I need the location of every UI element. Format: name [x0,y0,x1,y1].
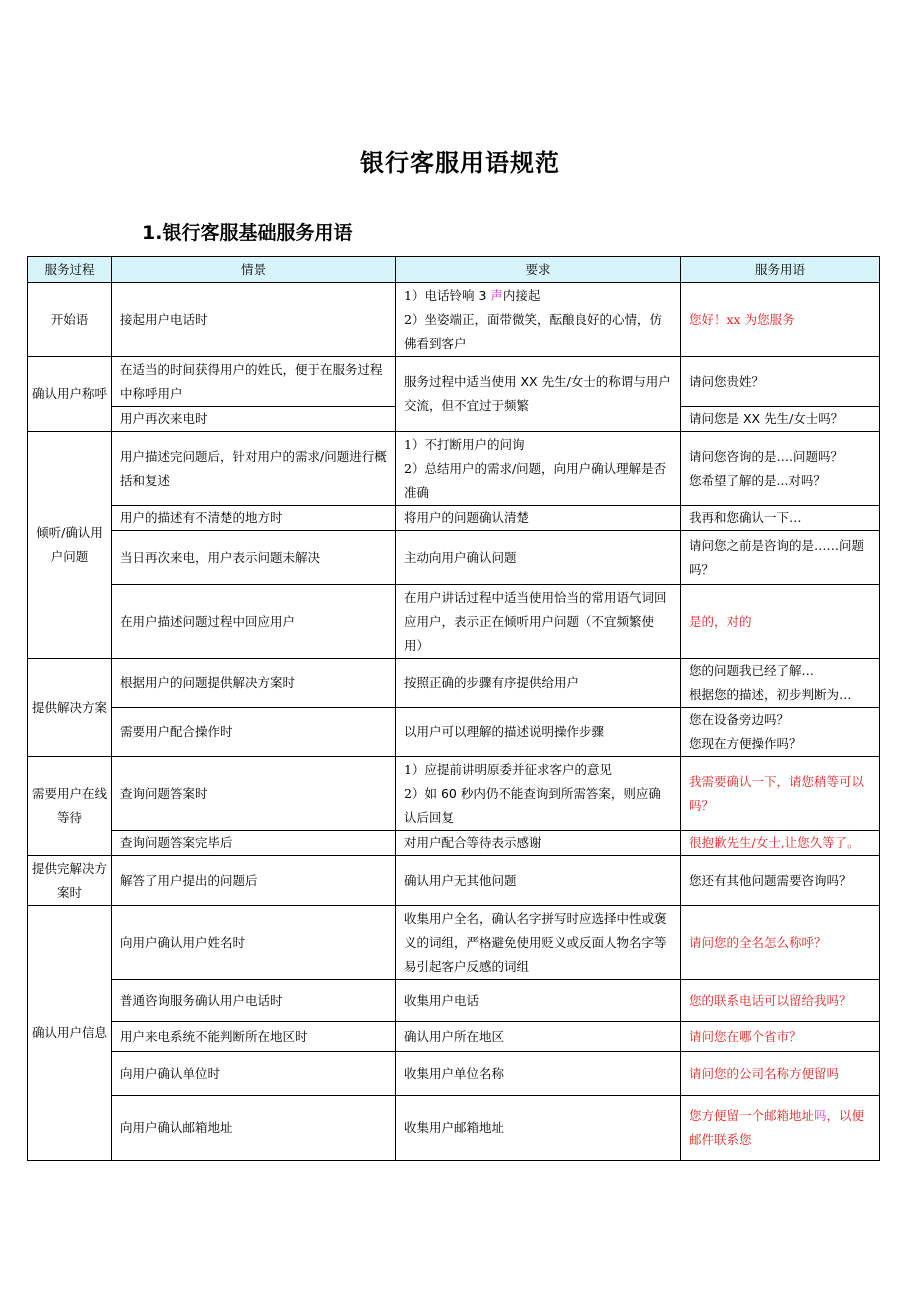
requirement-cell: 主动向用户确认问题 [396,531,681,585]
table-row [28,1022,880,1052]
phrase-cell [681,1096,880,1161]
scene-cell: 用户描述完问题后，针对用户的需求/问题进行概括和复述 [112,432,396,506]
phrase-text: 为您服务 [744,311,795,327]
table-row [28,708,880,757]
table-row [28,906,880,980]
requirement-cell [396,283,681,357]
page-title: 银行客服用语规范 [360,149,560,177]
scene-cell: 查询问题答案时 [112,757,396,831]
requirement-cell: 1）不打断用户的问询 2）总结用户的需求/问题，向用户确认理解是否准确 [396,432,681,506]
req-highlight: 声 [486,287,503,303]
req-text: 1）电话铃响 [404,287,479,303]
scene-cell: 向用户确认邮箱地址 [112,1096,396,1161]
scene-cell: 根据用户的问题提供解决方案时 [112,659,396,708]
header-requirement: 要求 [396,257,681,283]
phrase-cell: 您在设备旁边吗？ 您现在方便操作吗？ [681,708,880,757]
requirement-cell: 将用户的问题确认清楚 [396,506,681,531]
requirement-cell: 收集用户全名，确认名字拼写时应选择中性或褒义的词组，严格避免使用贬义或反面人物名字等易引起客户反感的词组 [396,906,681,980]
scene-cell: 在用户描述问题过程中回应用户 [112,585,396,659]
table-row [28,1096,880,1161]
requirement-cell: 收集用户单位名称 [396,1052,681,1096]
scene-cell: 用户的描述有不清楚的地方时 [112,506,396,531]
req-text: 2）如 [404,785,441,801]
phrase-cell: 请问您贵姓？ [681,357,880,407]
scene-cell: 接起用户电话时 [112,283,396,357]
phrase-text: 先生/女士吗？ [760,411,844,426]
phrase-cell: 是的，对的 [681,585,880,659]
section-title: 1.银行客服基础服务用语 [142,222,353,244]
scene-cell: 在适当的时间获得用户的姓氏，便于在服务过程中称呼用户 [112,357,396,407]
phrase-cell: 请问您咨询的是….问题吗？ 您希望了解的是...对吗？ [681,432,880,506]
req-text: 先生/女士的称谓与用户交流，但不宜过于频繁 [404,374,671,413]
phrase-cell: 请问您的全名怎么称呼？ [681,906,880,980]
phrase-cell [681,283,880,357]
phrase-cell: 我再和您确认一下… [681,506,880,531]
phrase-text: 请问您是 [689,411,743,426]
table-row [28,980,880,1022]
requirement-cell [396,757,681,831]
requirement-cell: 收集用户电话 [396,980,681,1022]
phrase-highlight: 吗 [814,1108,827,1123]
req-text: 2）坐姿端正，面带微笑，酝酿良好的心情，仿佛看到客户 [404,311,662,351]
phrase-cell: 您还有其他问题需要咨询吗？ [681,856,880,906]
scene-cell: 向用户确认用户姓名时 [112,906,396,980]
requirement-cell: 以用户可以理解的描述说明操作步骤 [396,708,681,757]
scene-cell: 查询问题答案完毕后 [112,831,396,856]
requirement-cell: 收集用户邮箱地址 [396,1096,681,1161]
scene-cell: 当日再次来电，用户表示问题未解决 [112,531,396,585]
req-text: 1）应提前讲明原委并征求客户的意见 [404,761,612,777]
req-number: 60 [440,785,457,801]
service-phrases-table [27,256,880,1161]
requirement-cell [396,357,681,432]
req-number: 3 [478,287,487,303]
requirement-cell: 确认用户所在地区 [396,1022,681,1052]
table-row [28,357,880,407]
process-cell: 提供完解决方案时 [28,856,112,906]
header-process: 服务过程 [28,257,112,283]
table-row [28,585,880,659]
table-row [28,432,880,506]
process-cell: 确认用户称呼 [28,357,112,432]
table-row [28,856,880,906]
process-cell: 确认用户信息 [28,906,112,1161]
header-phrase: 服务用语 [681,257,880,283]
process-cell: 开始语 [28,283,112,357]
phrase-cell: 很抱歉先生/女士,让您久等了。 [681,831,880,856]
phrase-text: ，以便邮件联系您 [689,1108,865,1147]
phrase-cell: 您的问题我已经了解… 根据您的描述，初步判断为… [681,659,880,708]
process-cell: 需要用户在线等待 [28,757,112,856]
phrase-cell: 请问您之前是咨询的是……问题吗？ [681,531,880,585]
phrase-cell [681,407,880,432]
scene-cell: 需要用户配合操作时 [112,708,396,757]
requirement-cell: 按照正确的步骤有序提供给用户 [396,659,681,708]
table-row [28,757,880,831]
scene-cell: 解答了用户提出的问题后 [112,856,396,906]
table-row [28,283,880,357]
header-scene: 情景 [112,257,396,283]
phrase-placeholder: XX [742,411,761,426]
scene-cell: 用户来电系统不能判断所在地区时 [112,1022,396,1052]
phrase-cell: 请问您在哪个省市？ [681,1022,880,1052]
table-row [28,531,880,585]
table-row [28,1052,880,1096]
process-cell: 提供解决方案 [28,659,112,757]
requirement-cell: 对用户配合等待表示感谢 [396,831,681,856]
table-row [28,831,880,856]
phrase-cell: 请问您的公司名称方便留吗 [681,1052,880,1096]
phrase-cell: 我需要确认一下，请您稍等可以吗？ [681,757,880,831]
requirement-cell: 在用户讲话过程中适当使用恰当的常用语气词回应用户，表示正在倾听用户问题（不宜频繁使用） [396,585,681,659]
phrase-text: 您方便留一个邮箱地址 [689,1108,815,1123]
scene-cell: 普通咨询服务确认用户电话时 [112,980,396,1022]
req-text: 服务过程中适当使用 [404,374,521,389]
scene-cell: 用户再次来电时 [112,407,396,432]
table-row [28,659,880,708]
scene-cell: 向用户确认单位时 [112,1052,396,1096]
phrase-text: 您好！xx [689,311,745,327]
req-text: 秒内仍不能查询到所需答案，则应确认后回复 [404,785,661,825]
table-row [28,506,880,531]
phrase-cell: 您的联系电话可以留给我吗？ [681,980,880,1022]
process-cell: 倾听/确认用户问题 [28,432,112,659]
requirement-cell: 确认用户无其他问题 [396,856,681,906]
table-header-row [28,257,880,283]
req-text: 内接起 [502,287,541,303]
req-placeholder: XX [520,374,538,389]
